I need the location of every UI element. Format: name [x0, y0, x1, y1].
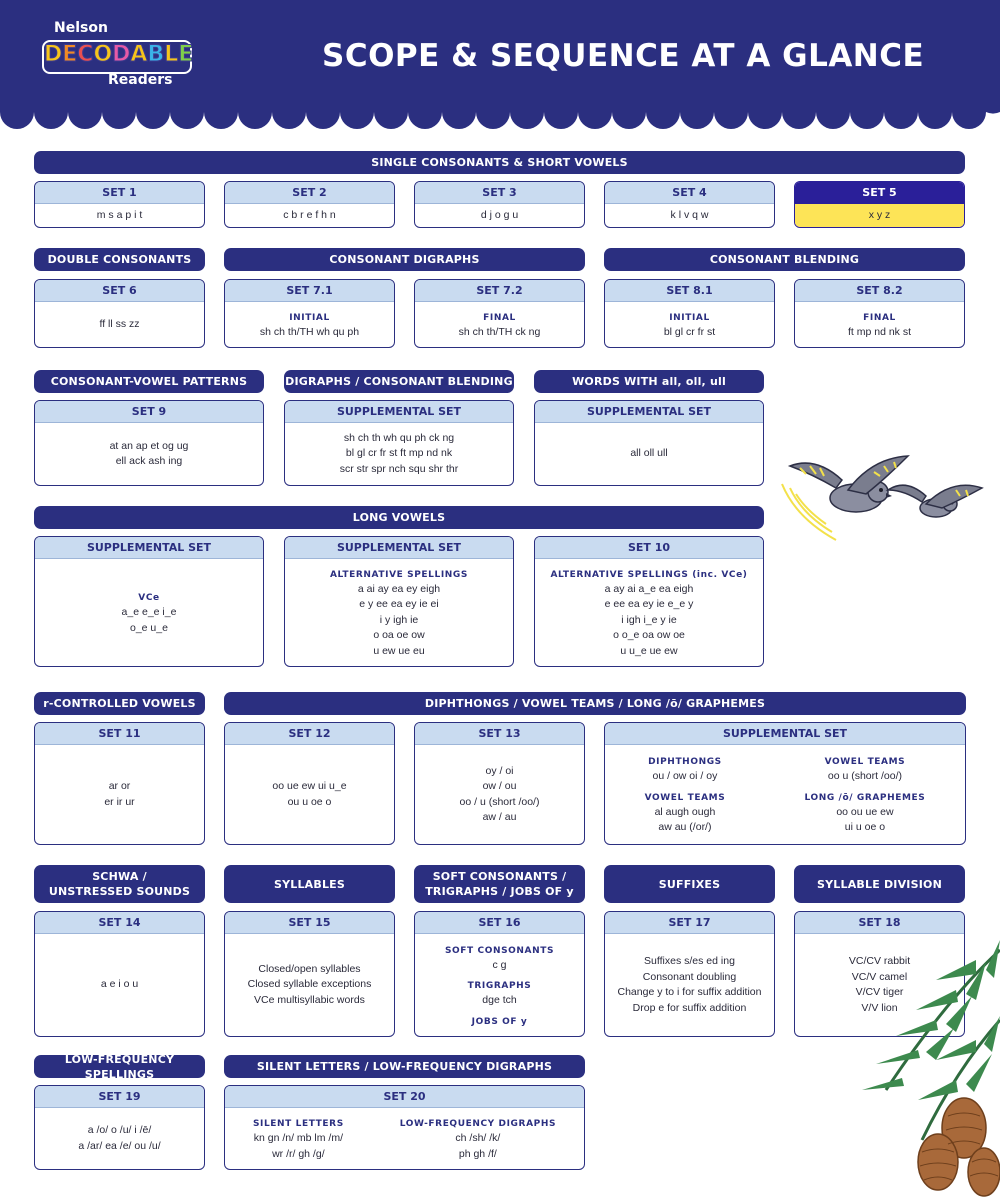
set-content: d j o g u	[480, 208, 519, 221]
set-title: SUPPLEMENTAL SET	[285, 537, 513, 559]
set-title: SET 8.2	[795, 280, 964, 302]
two-column-content	[225, 1115, 584, 1162]
set-content: sh ch th wh qu ph ck ng bl gl cr fr st ft mp nd nk scr str spr nch squ shr thr	[339, 431, 459, 475]
left-column	[253, 1115, 344, 1162]
set-content: Closed/open syllables Closed syllable exceptions VCe multisyllabic words	[247, 962, 372, 1006]
set-text: kn gn /n/ mb lm /m/ wr /r/ gh /g/	[253, 1132, 343, 1160]
set-subheading: LONG /ō/ GRAPHEMES	[804, 792, 926, 803]
set-text: dge tch	[482, 994, 517, 1006]
set-title: SET 18	[795, 912, 964, 934]
set-title: SET 17	[605, 912, 774, 934]
set-title: SET 15	[225, 912, 394, 934]
set-15-card	[224, 911, 395, 1037]
section-soft-consonants: SOFT CONSONANTS / TRIGRAPHS / JOBS OF y	[414, 865, 585, 903]
set-content	[225, 302, 394, 347]
set-text: oo u (short /oo/)	[827, 770, 902, 783]
set-content	[795, 302, 964, 347]
set-text: a ay ai a_e ea eigh e ee ea ey ie e_e y i igh i_e y ie o o_e oa ow oe u u_e ue ew	[604, 582, 694, 657]
set-text: sh ch th/TH wh qu ph	[259, 325, 360, 338]
set-content: x y z	[795, 204, 964, 227]
set-content: c b r e f h n	[283, 208, 336, 221]
birds-illustration	[776, 448, 986, 548]
set-content: oy / oi ow / ou oo / u (short /oo/) aw / au	[459, 764, 540, 823]
section-syllable-division: SYLLABLE DIVISION	[794, 865, 965, 903]
set-subheading: VOWEL TEAMS	[824, 757, 906, 768]
supplemental-set-alternative-spellings-card	[284, 536, 514, 667]
set-content: Suffixes s/es ed ing Consonant doubling Change y to i for suffix addition Drop e for suffix addition	[617, 955, 762, 1014]
set-title: SET 4	[605, 182, 774, 204]
set-title: SET 13	[415, 723, 584, 745]
set-text: ft mp nd nk st	[847, 325, 912, 338]
section-silent-letters: SILENT LETTERS / LOW-FREQUENCY DIGRAPHS	[224, 1055, 585, 1078]
section-consonant-blending: CONSONANT BLENDING	[604, 248, 965, 271]
section-single-consonants: SINGLE CONSONANTS & SHORT VOWELS	[34, 151, 965, 174]
supplemental-set-diphthongs-card	[604, 722, 966, 845]
set-subheading: SILENT LETTERS	[252, 1119, 344, 1129]
supplemental-set-blending-card	[284, 400, 514, 486]
section-digraphs-blending: DIGRAPHS / CONSONANT BLENDING	[284, 370, 514, 393]
page-header	[0, 0, 1000, 130]
set-content: a e i o u	[100, 978, 139, 991]
set-text: a ai ay ea ey eigh e y ee ea ey ie ei i y igh ie o oa oe ow u ew ue eu	[357, 582, 441, 657]
section-consonant-digraphs: CONSONANT DIGRAPHS	[224, 248, 585, 271]
section-syllables: SYLLABLES	[224, 865, 395, 903]
section-diphthongs: DIPHTHONGS / VOWEL TEAMS / LONG /ō/ GRAPHEMES	[224, 692, 966, 715]
set-text: bl gl cr fr st	[663, 325, 716, 338]
set-9-card	[34, 400, 264, 486]
logo-word: D E C O D A B L E	[44, 42, 194, 67]
set-subheading: SOFT CONSONANTS	[444, 945, 555, 956]
set-12-card	[224, 722, 395, 845]
set-content: ar or er ir ur	[104, 780, 135, 808]
two-column-content	[605, 753, 965, 836]
set-2-card	[224, 181, 395, 228]
set-content	[605, 302, 774, 347]
set-title: SUPPLEMENTAL SET	[605, 723, 965, 745]
set-text: sh ch th/TH ck ng	[458, 325, 541, 338]
set-20-card	[224, 1085, 585, 1170]
set-text: oo ou ue ew ui u oe o	[836, 805, 894, 834]
set-content	[35, 559, 263, 666]
section-double-consonants: DOUBLE CONSONANTS	[34, 248, 205, 271]
set-content	[285, 559, 513, 666]
logo-bottom-text: Readers	[108, 72, 173, 88]
set-subheading: FINAL	[483, 312, 516, 323]
set-title: SET 11	[35, 723, 204, 745]
pine-branch-illustration	[826, 940, 1000, 1198]
section-r-controlled-vowels: r-CONTROLLED VOWELS	[34, 692, 205, 715]
set-content: a /o/ o /u/ i /ē/ a /ar/ ea /e/ ou /u/	[78, 1124, 161, 1152]
set-title: SET 10	[535, 537, 763, 559]
set-subheading: FINAL	[863, 312, 896, 323]
logo-top-text: Nelson	[54, 20, 108, 36]
supplemental-set-all-oll-ull-card	[534, 400, 764, 486]
section-schwa: SCHWA / UNSTRESSED SOUNDS	[34, 865, 205, 903]
set-text: c g	[492, 958, 507, 971]
set-content	[415, 302, 584, 347]
set-content: all oll ull	[630, 447, 668, 460]
set-19-card	[34, 1085, 205, 1170]
set-11-card	[34, 722, 205, 845]
set-subheading: TRIGRAPHS	[467, 981, 532, 991]
set-title: SUPPLEMENTAL SET	[535, 401, 763, 423]
set-title: SET 12	[225, 723, 394, 745]
set-1-card	[34, 181, 205, 228]
set-text: ch /sh/ /k/ ph gh /f/	[455, 1132, 501, 1160]
set-content: VC/CV rabbit VC/V camel V/CV tiger V/V lion	[848, 955, 911, 1014]
set-10-card	[534, 536, 764, 667]
set-subheading: LOW-FREQUENCY DIGRAPHS	[399, 1119, 557, 1129]
set-5-card-highlighted	[794, 181, 965, 228]
section-low-frequency-spellings: LOW-FREQUENCY SPELLINGS	[34, 1055, 205, 1078]
set-title: SET 1	[35, 182, 204, 204]
set-8-1-card	[604, 279, 775, 348]
section-suffixes: SUFFIXES	[604, 865, 775, 903]
set-title: SET 3	[415, 182, 584, 204]
section-consonant-vowel-patterns: CONSONANT-VOWEL PATTERNS	[34, 370, 264, 393]
page-title: SCOPE & SEQUENCE AT A GLANCE	[322, 38, 925, 74]
set-title: SET 8.1	[605, 280, 774, 302]
section-long-vowels: LONG VOWELS	[34, 506, 764, 529]
set-content: oo ue ew ui u_e ou u oe o	[272, 780, 347, 808]
set-subheading: INITIAL	[289, 312, 330, 323]
set-title: SET 9	[35, 401, 263, 423]
set-4-card	[604, 181, 775, 228]
set-text: ou / ow oi / oy	[652, 770, 718, 783]
nelson-decodable-readers-logo	[38, 20, 196, 92]
set-title: SET 7.2	[415, 280, 584, 302]
set-subheading: VOWEL TEAMS	[644, 792, 726, 803]
set-content: at an ap et og ug ell ack ash ing	[109, 439, 189, 467]
set-text: al augh ough aw au (/or/)	[654, 805, 716, 834]
set-16-card	[414, 911, 585, 1037]
set-content	[535, 559, 763, 666]
set-title: SET 5	[795, 182, 964, 204]
set-7-1-card	[224, 279, 395, 348]
set-subheading: INITIAL	[669, 312, 710, 323]
set-title: SET 2	[225, 182, 394, 204]
set-subheading: ALTERNATIVE SPELLINGS (inc. VCe)	[550, 569, 748, 580]
set-content	[225, 1108, 584, 1169]
set-7-2-card	[414, 279, 585, 348]
set-14-card	[34, 911, 205, 1037]
set-title: SET 20	[225, 1086, 584, 1108]
set-subheading: JOBS OF y	[471, 1016, 528, 1027]
set-13-card	[414, 722, 585, 845]
set-title: SET 19	[35, 1086, 204, 1108]
set-title: SUPPLEMENTAL SET	[35, 537, 263, 559]
set-content	[415, 934, 584, 1036]
set-title: SUPPLEMENTAL SET	[285, 401, 513, 423]
set-3-card	[414, 181, 585, 228]
set-text: a_e e_e i_e o_e u_e	[121, 606, 177, 634]
right-column	[804, 753, 925, 836]
set-title: SET 6	[35, 280, 204, 302]
supplemental-set-vce-card	[34, 536, 264, 667]
set-title: SET 14	[35, 912, 204, 934]
set-content: ff ll ss zz	[99, 317, 140, 330]
set-8-2-card	[794, 279, 965, 348]
set-subheading: VCe	[138, 593, 160, 603]
left-column	[645, 753, 726, 836]
set-subheading: ALTERNATIVE SPELLINGS	[329, 569, 468, 580]
set-content: m s a p i t	[96, 208, 143, 221]
right-column	[400, 1115, 556, 1162]
set-6-card	[34, 279, 205, 348]
set-title: SET 7.1	[225, 280, 394, 302]
set-content	[605, 745, 965, 844]
set-title: SET 16	[415, 912, 584, 934]
set-17-card	[604, 911, 775, 1037]
set-subheading: DIPHTHONGS	[648, 757, 722, 768]
section-words-with: WORDS WITH all, oll, ull	[534, 370, 764, 393]
set-content: k l v q w	[670, 208, 709, 221]
